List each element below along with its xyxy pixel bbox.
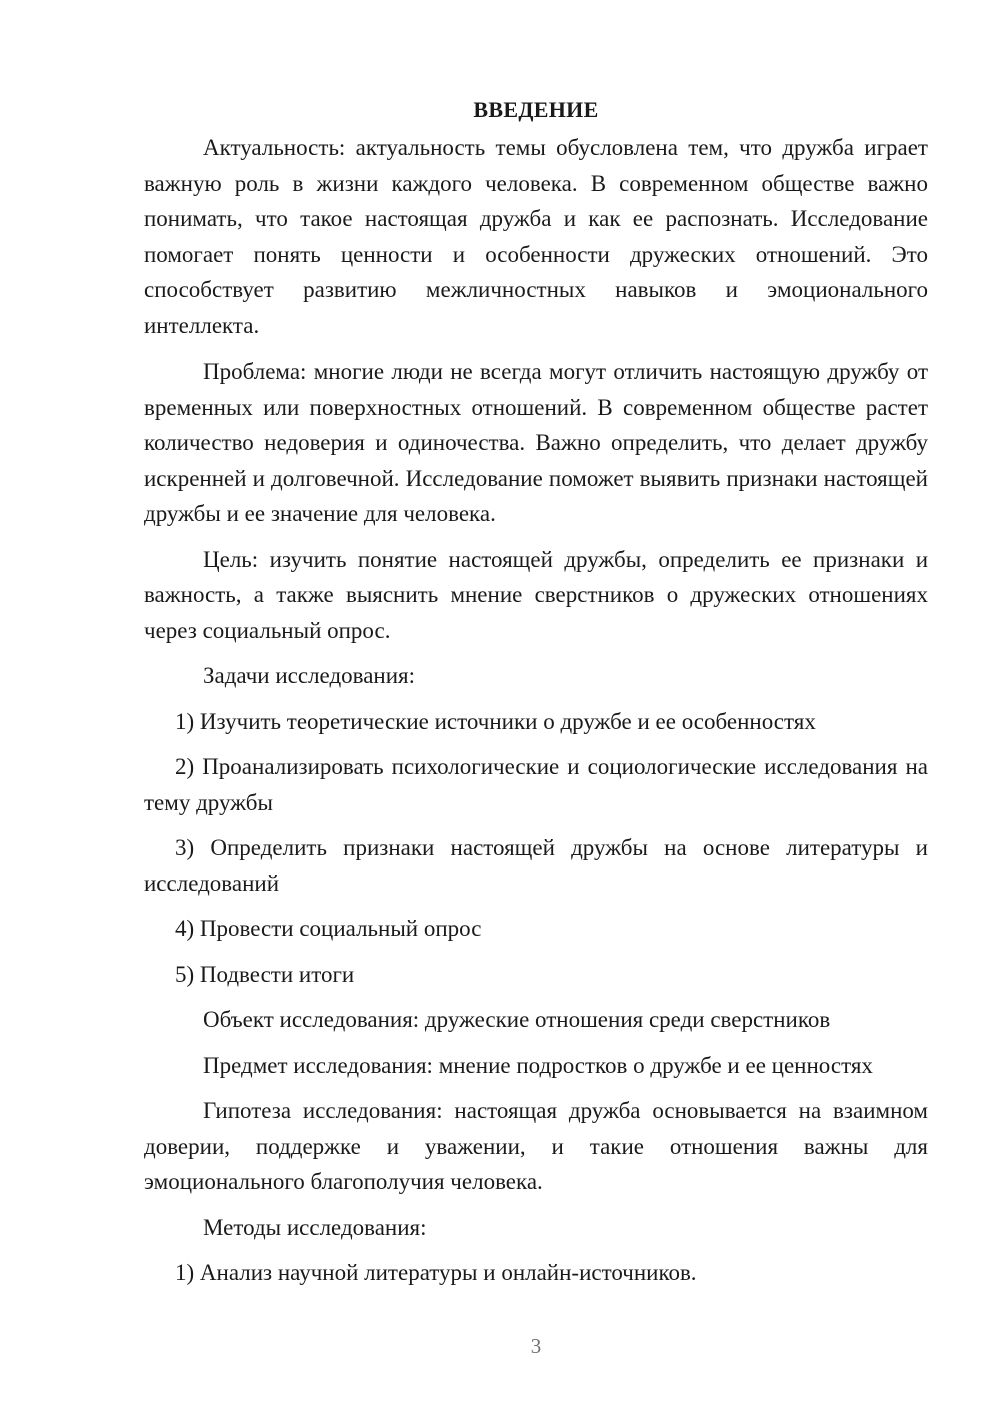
task-item-1: 1) Изучить теоретические источники о дружбе и ее особенностях xyxy=(175,708,816,734)
task-item-4: 4) Провести социальный опрос xyxy=(175,916,482,941)
section-title: ВВЕДЕНИЕ xyxy=(473,97,599,122)
paragraph-object: Объект исследования: дружеские отношения среди сверстников xyxy=(203,1007,831,1032)
methods-heading: Методы исследования: xyxy=(203,1214,427,1240)
paragraph-subject: Предмет исследования: мнение подростков о дружбе и ее ценностях xyxy=(203,1052,873,1078)
paragraph-hypothesis: Гипотеза исследования: настоящая дружба основывается на взаимном доверии, поддержке и уважении, и такие отношения важны для эмоционального благополучия человека. xyxy=(144,1098,928,1194)
task-item-5: 5) Подвести итоги xyxy=(175,961,355,987)
task-item-2: 2) Проанализировать психологические и социологические исследования на тему дружбы xyxy=(144,754,928,815)
task-item-3: 3) Определить признаки настоящей дружбы на основе литературы и исследований xyxy=(144,835,928,896)
document-page xyxy=(144,92,928,1291)
paragraph-problem: Проблема: многие люди не всегда могут отличить настоящую дружбу от временных или поверхностных отношений. В современном обществе растет количество недоверия и одиночества. Важно определить, что делает дружбу искренней и долговечной. Исследование поможет выявить признаки настоящей дружбы и ее значение для человека. xyxy=(144,359,928,526)
tasks-heading: Задачи исследования: xyxy=(203,663,416,688)
method-item-1: 1) Анализ научной литературы и онлайн-источников. xyxy=(175,1260,697,1285)
page-number: 3 xyxy=(530,1334,542,1358)
paragraph-relevance: Актуальность: актуальность темы обусловлена тем, что дружба играет важную роль в жизни каждого человека. В современном обществе важно понимать, что такое настоящая дружба и как ее распознать. Исследование помогает понять ценности и особенности дружеских отношений. Это способствует развитию межличностных навыков и эмоционального интеллекта. xyxy=(144,135,928,338)
paragraph-goal: Цель: изучить понятие настоящей дружбы, определить ее признаки и важность, а также выяснить мнение сверстников о дружеских отношениях через социальный опрос. xyxy=(144,546,928,643)
